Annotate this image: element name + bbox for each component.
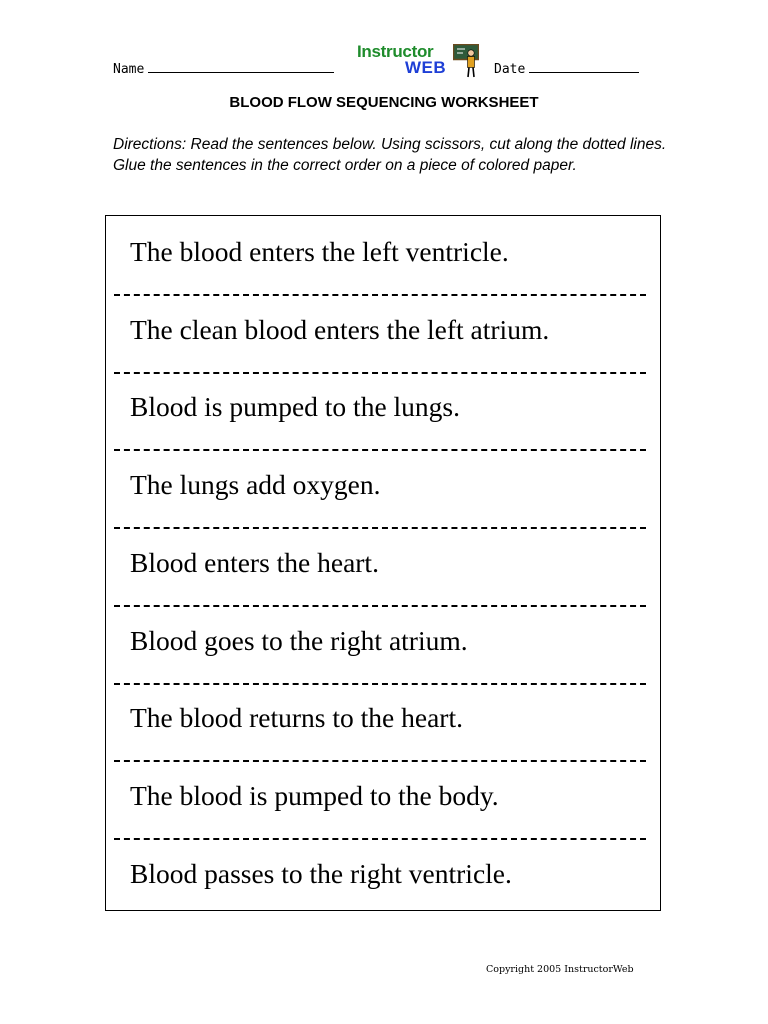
dotted-cut-line (114, 838, 646, 840)
dotted-cut-line (114, 449, 646, 451)
dotted-cut-line (114, 294, 646, 296)
sentence-strip: The blood enters the left ventricle. (130, 236, 509, 267)
logo-word-web: WEB (405, 58, 447, 77)
sentence-strip: Blood is pumped to the lungs. (130, 391, 460, 423)
dotted-cut-line (114, 760, 646, 762)
copyright-notice: Copyright 2005 InstructorWeb (486, 964, 634, 975)
dotted-cut-line (114, 683, 646, 685)
dotted-cut-line (114, 605, 646, 607)
name-field (113, 60, 334, 77)
date-label: Date (494, 62, 526, 77)
sentence-strip: The clean blood enters the left atrium. (130, 313, 550, 345)
date-blank-line (529, 60, 639, 73)
instructorweb-logo (357, 42, 481, 78)
name-label: Name (113, 62, 145, 77)
worksheet-title: BLOOD FLOW SEQUENCING WORKSHEET (229, 94, 539, 111)
sentence-strip: Blood passes to the right ventricle. (130, 857, 512, 889)
sentence-strip: Blood goes to the right atrium. (130, 624, 468, 656)
directions-text: Directions: Read the sentences below. Using scissors, cut along the dotted lines. Glue the sentences in the correct order on a piece of colored paper. (113, 136, 667, 174)
date-field (494, 60, 639, 77)
logo-word-instructor: Instructor (357, 42, 434, 61)
sentence-strips-box (105, 215, 661, 911)
sentence-strip: The blood returns to the heart. (130, 702, 463, 734)
dotted-cut-line (114, 372, 646, 374)
name-blank-line (148, 60, 334, 73)
teacher-at-chalkboard-icon (453, 44, 479, 78)
sentence-strip: The lungs add oxygen. (130, 469, 381, 501)
dotted-cut-line (114, 527, 646, 529)
sentence-strip: The blood is pumped to the body. (130, 779, 499, 811)
sentence-strip: Blood enters the heart. (130, 546, 379, 578)
